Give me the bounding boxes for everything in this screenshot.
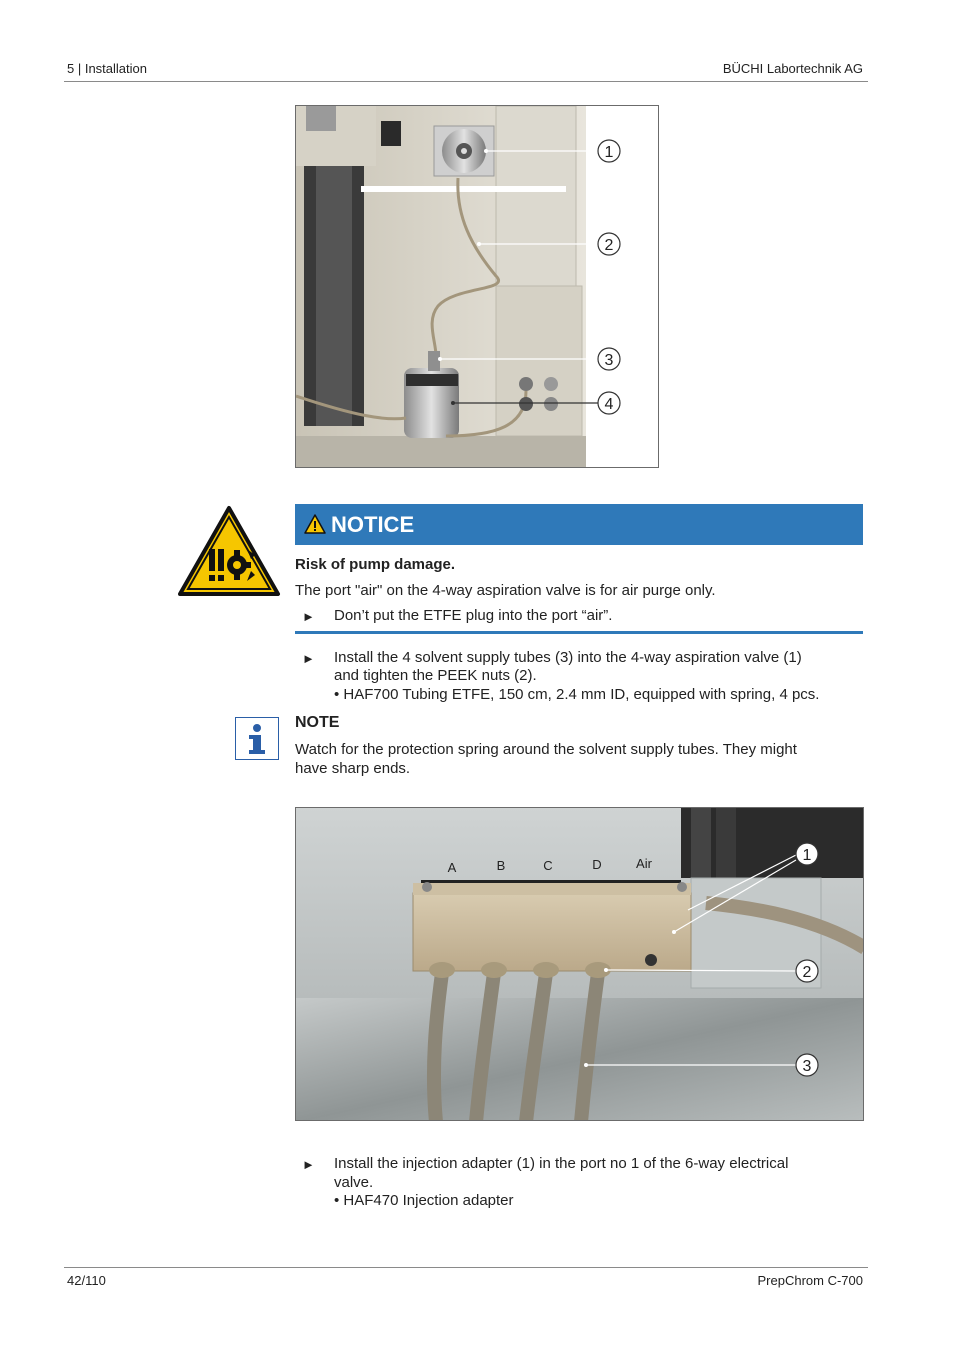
arrow-icon: ►: [302, 651, 315, 666]
valve-photo-illustration: [296, 106, 659, 468]
warning-icon: [304, 514, 326, 534]
note-title: NOTE: [295, 714, 340, 731]
step2-line2: valve.: [334, 1174, 374, 1191]
figure-valve-photo: [295, 105, 659, 468]
aspiration-valve-illustration: [296, 808, 864, 1121]
figure-aspiration-valve-photo: [295, 807, 864, 1121]
callout-3-label: 3: [604, 352, 614, 369]
callout-1-label: 1: [802, 847, 812, 864]
notice-bottom-rule: [295, 631, 863, 634]
header-section: 5 | Installation: [67, 61, 147, 76]
footer-page: 42/110: [67, 1273, 106, 1288]
notice-title: NOTICE: [331, 512, 415, 537]
port-label-d: D: [592, 857, 602, 872]
arrow-icon: ►: [302, 609, 315, 624]
step2-line1: Install the injection adapter (1) in the port no 1 of the 6-way electrical: [334, 1155, 789, 1172]
callout-4-label: 4: [604, 396, 614, 413]
port-label-air: Air: [636, 856, 652, 871]
step1-line2: and tighten the PEEK nuts (2).: [334, 667, 537, 684]
footer-product: PrepChrom C-700: [757, 1273, 863, 1288]
callout-2-label: 2: [802, 964, 812, 981]
info-icon: [235, 717, 279, 760]
arrow-icon: ►: [302, 1157, 315, 1172]
note-line2: have sharp ends.: [295, 760, 411, 777]
header-company: BÜCHI Labortechnik AG: [722, 61, 863, 76]
callout-2-label: 2: [604, 237, 614, 254]
step1-line1: Install the 4 solvent supply tubes (3) into the 4-way aspiration valve (1): [334, 649, 802, 666]
footer-rule: [64, 1267, 868, 1268]
crush-hazard-warning-icon: [177, 505, 281, 598]
note-line1: Watch for the protection spring around the solvent supply tubes. They might: [295, 741, 797, 758]
callout-3-label: 3: [802, 1058, 812, 1075]
port-label-a: A: [447, 860, 457, 875]
notice-step: Don’t put the ETFE plug into the port “air”.: [334, 607, 613, 624]
notice-text: The port "air" on the 4-way aspiration valve is for air purge only.: [295, 582, 716, 599]
step1-sub: • HAF700 Tubing ETFE, 150 cm, 2.4 mm ID, equipped with spring, 4 pcs.: [334, 686, 820, 703]
notice-bar: [295, 504, 863, 545]
port-label-c: C: [543, 858, 553, 873]
step2-sub: • HAF470 Injection adapter: [334, 1192, 514, 1209]
header-rule: [64, 81, 868, 82]
port-label-b: B: [496, 858, 506, 873]
callout-1-label: 1: [604, 144, 614, 161]
notice-heading: Risk of pump damage.: [295, 556, 456, 573]
